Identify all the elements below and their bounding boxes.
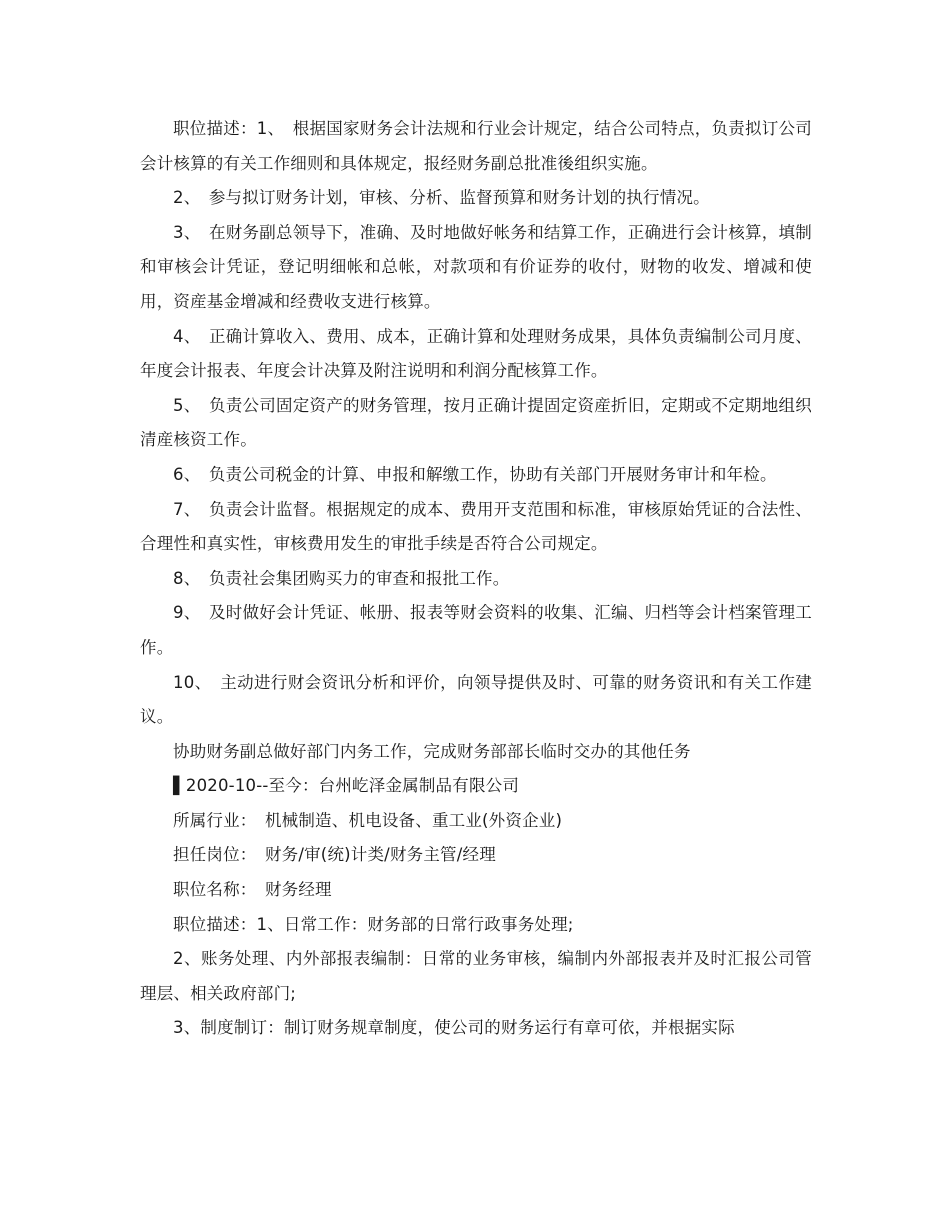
- paragraph-additional-duties: 协助财务副总做好部门内务工作，完成财务部部长临时交办的其他任务: [173, 741, 691, 761]
- industry-line: 所属行业： 机械制造、机电设备、重工业(外资企业): [173, 810, 563, 830]
- paragraph-item-7: 7、 负责会计监督。根据规定的成本、费用开支范围和标准，审核原始凭证的合法性、合理性和真实性，审核费用发生的审批手续是否符合公司规定。: [140, 499, 812, 554]
- paragraph-item-9: 9、 及时做好会计凭证、帐册、报表等财会资料的收集、汇编、归档等会计档案管理工作。: [140, 603, 812, 657]
- paragraph-item-4: 4、 正确计算收入、费用、成本，正确计算和处理财务成果，具体负责编制公司月度、年度会计报表、年度会计决算及附注说明和利润分配核算工作。: [140, 326, 812, 381]
- paragraph-item-10: 10、 主动进行财会资讯分析和评价，向领导提供及时、可靠的财务资讯和有关工作建议。: [140, 672, 812, 727]
- paragraph-item-6: 6、 负责公司税金的计算、申报和解缴工作，协助有关部门开展财务审计和年检。: [173, 464, 777, 484]
- paragraph-job-description-2: 职位描述：1、日常工作：财务部的日常行政事务处理;: [173, 914, 574, 934]
- position-category-line: 担任岗位： 财务/审(统)计类/财务主管/经理: [173, 845, 496, 865]
- paragraph-item-8: 8、 负责社会集团购买力的审查和报批工作。: [173, 568, 510, 588]
- paragraph-accounting-reports: 2、账务处理、内外部报表编制：日常的业务审核，编制内外部报表并及时汇报公司管理层、相关政府部门;: [140, 949, 812, 1003]
- position-title-line: 职位名称： 财务经理: [173, 880, 332, 900]
- paragraph-job-description-1: 职位描述：1、 根据国家财务会计法规和行业会计规定，结合公司特点，负责拟订公司会计核算的有关工作细则和具体规定，报经财务副总批准後组织实施。: [140, 119, 812, 173]
- paragraph-item-3: 3、 在财务副总领导下，准确、及时地做好帐务和结算工作，正确进行会计核算，填制和审核会计凭证，登记明细帐和总帐，对款项和有价证券的收付，财物的收发、增减和使用，资産基金增减和经费收支进行核算。: [140, 222, 812, 311]
- paragraph-policy-formulation: 3、制度制订：制订财务规章制度，使公司的财务运行有章可依，并根据实际: [173, 1018, 735, 1038]
- paragraph-item-2: 2、 参与拟订财务计划，审核、分析、监督预算和财务计划的执行情况。: [173, 188, 710, 208]
- employment-period-heading: ▌2020-10--至今：台州屹泽金属制品有限公司: [173, 776, 520, 796]
- document-page: [140, 112, 812, 1046]
- paragraph-item-5: 5、 负责公司固定资产的财务管理，按月正确计提固定资産折旧，定期或不定期地组织清産核资工作。: [140, 395, 812, 450]
